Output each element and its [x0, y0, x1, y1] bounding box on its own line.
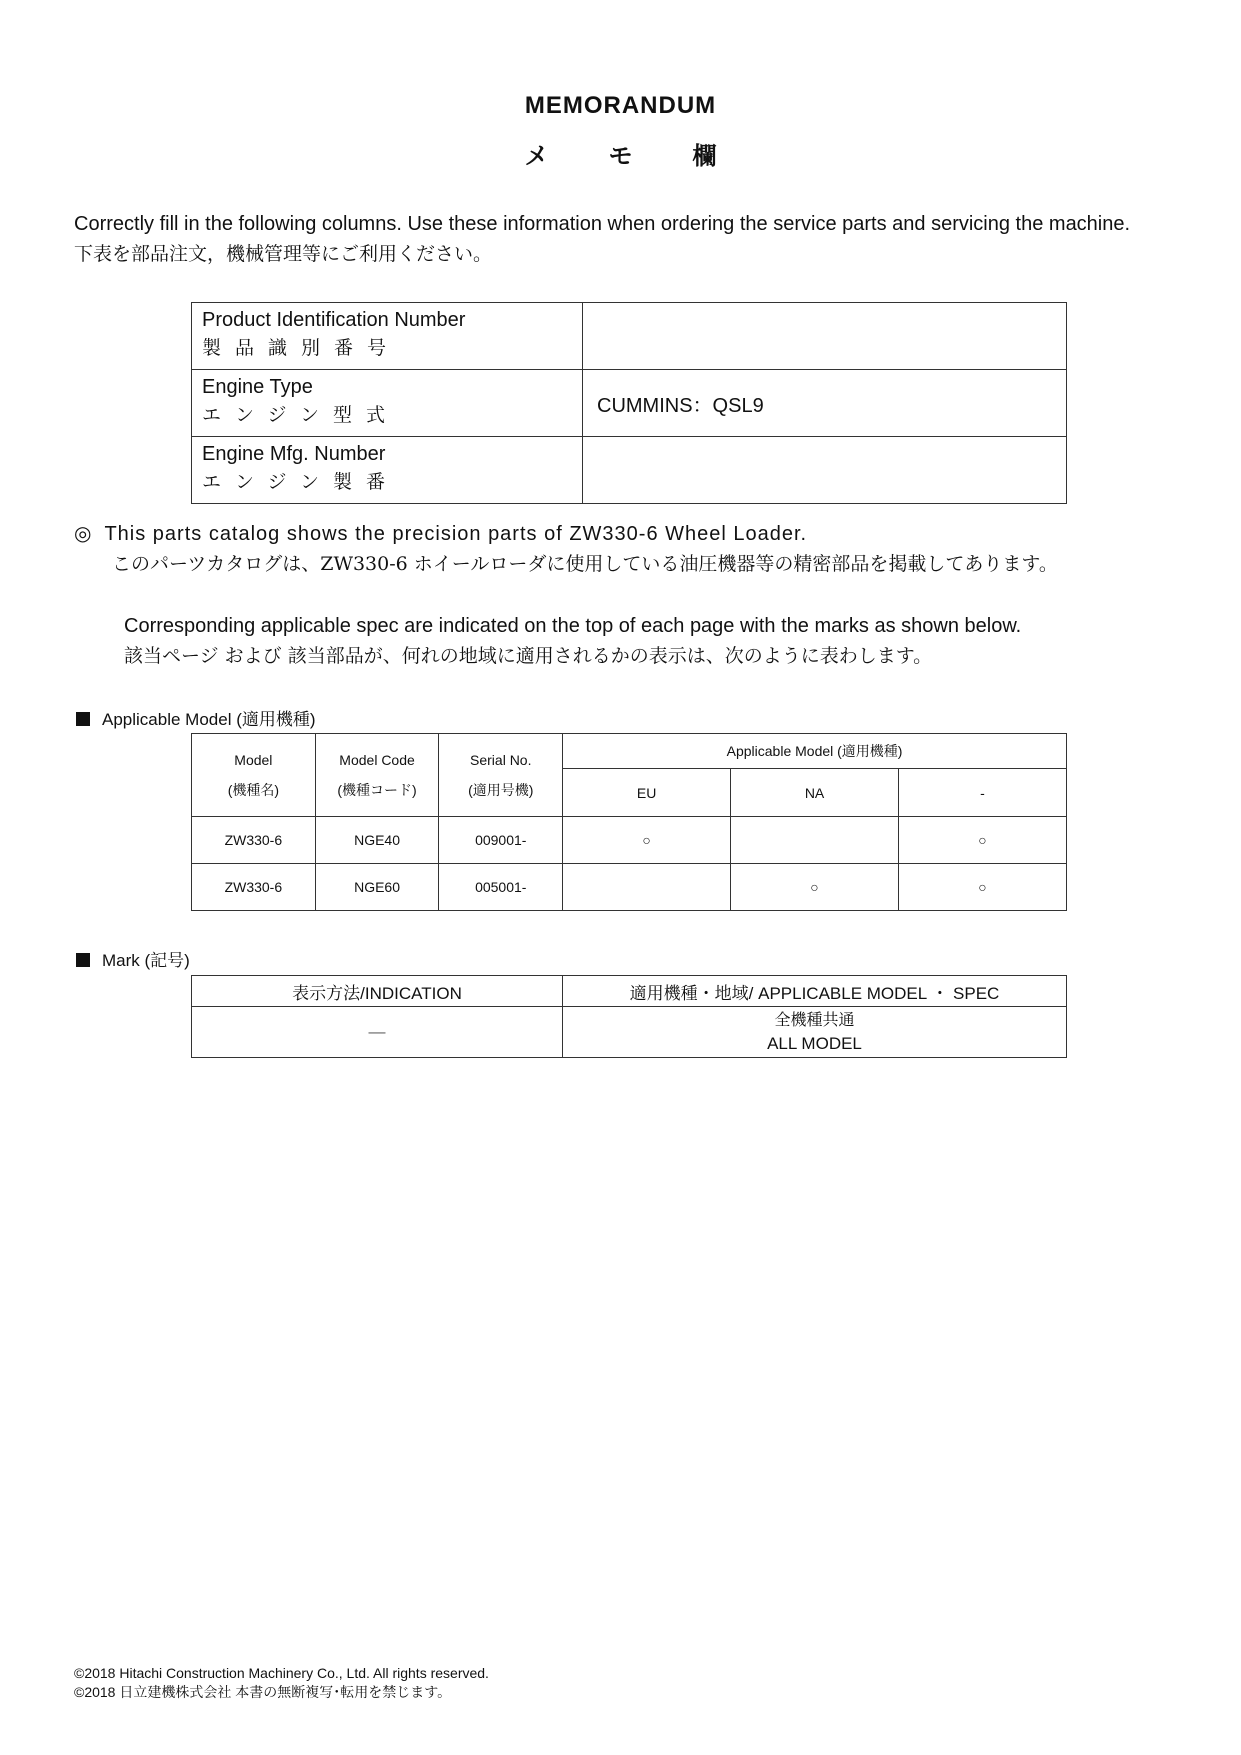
- col-applicable-spec-header: 適用機種・地域/ APPLICABLE MODEL ・ SPEC: [563, 976, 1067, 1007]
- memo-info-table: [191, 302, 1067, 504]
- cell-mark: [731, 817, 899, 864]
- region-header: EU: [563, 769, 731, 817]
- col-indication-header: 表示方法/INDICATION: [192, 976, 563, 1007]
- applicable-model-table: [191, 733, 1067, 911]
- spec-note-jp: 該当ページ および 該当部品が、何れの地域に適用されるかの表示は、次のように表わします。: [124, 645, 933, 667]
- col-code-label-jp: (機種コード): [337, 782, 417, 798]
- spec-note-en: Corresponding applicable spec are indicated on the top of each page with the marks as shown below.: [124, 615, 1022, 637]
- mark-desc-en: ALL MODEL: [767, 1034, 862, 1053]
- col-code-header: [315, 734, 439, 817]
- double-circle-icon: ◎: [74, 523, 93, 545]
- col-model-header: [192, 734, 316, 817]
- page-title: MEMORANDUM: [524, 92, 717, 119]
- footer-copyright: ©2018 Hitachi Construction Machinery Co., Ltd. All rights reserved.: [74, 1665, 489, 1681]
- title-jp-char: メ: [524, 143, 549, 170]
- table-row: [192, 303, 1067, 370]
- cell-serial: 009001-: [439, 817, 563, 864]
- footer-copyright-jp: ©2018 日立建機株式会社 本書の無断複写･転用を禁じます。: [74, 1684, 452, 1700]
- info-label-en: Engine Type: [202, 376, 313, 398]
- mark-desc-jp: 全機種共通: [774, 1010, 855, 1029]
- cell-code: NGE60: [315, 864, 439, 911]
- catalog-note-text: This parts catalog shows the precision parts of ZW330-6 Wheel Loader.: [104, 523, 808, 545]
- info-value-field[interactable]: [583, 437, 1067, 504]
- page-title-jp: [0, 136, 1241, 171]
- info-value-field[interactable]: [583, 303, 1067, 370]
- region-header: NA: [731, 769, 899, 817]
- table-row: [192, 864, 1067, 911]
- col-code-label: Model Code: [339, 752, 415, 768]
- cell-mark: [563, 864, 731, 911]
- col-model-label-jp: (機種名): [227, 782, 280, 798]
- title-jp-char: 欄: [692, 143, 717, 170]
- table-header-row: [192, 734, 1067, 769]
- info-label-cell: [192, 370, 583, 437]
- info-label-jp: エンジン型式: [202, 404, 400, 426]
- cell-mark: ○: [731, 864, 899, 911]
- info-label-jp: 製品識別番号: [202, 337, 401, 359]
- col-serial-label-jp: (適用号機): [468, 782, 534, 798]
- col-model-label: Model: [234, 752, 273, 768]
- table-row: [192, 437, 1067, 504]
- col-serial-header: [439, 734, 563, 817]
- region-header: -: [899, 769, 1067, 817]
- mark-table: [191, 975, 1067, 1058]
- square-bullet-icon: [76, 953, 90, 967]
- table-row: [192, 1007, 1067, 1058]
- intro-en: Correctly fill in the following columns. Use these information when ordering the service parts and servicing the machine.: [74, 213, 1131, 235]
- catalog-note-jp: このパーツカタログは、ZW330-6 ホイールローダに使用している油圧機器等の精密部品を掲載してあります。: [112, 553, 1058, 575]
- cell-serial: 005001-: [439, 864, 563, 911]
- applicable-model-heading-text: Applicable Model (適用機種): [102, 710, 316, 729]
- mark-heading: [76, 946, 190, 971]
- info-label-en: Product Identification Number: [202, 309, 466, 331]
- cell-mark: ○: [899, 817, 1067, 864]
- mark-heading-text: Mark (記号): [102, 951, 190, 970]
- cell-mark-indication: —: [192, 1007, 563, 1058]
- cell-mark: ○: [563, 817, 731, 864]
- table-header-row: [192, 976, 1067, 1007]
- info-label-cell: [192, 303, 583, 370]
- cell-code: NGE40: [315, 817, 439, 864]
- info-value-field[interactable]: CUMMINS：QSL9: [583, 370, 1067, 437]
- info-label-en: Engine Mfg. Number: [202, 443, 386, 465]
- cell-model: ZW330-6: [192, 817, 316, 864]
- cell-mark: ○: [899, 864, 1067, 911]
- cell-model: ZW330-6: [192, 864, 316, 911]
- cell-mark-description: [563, 1007, 1067, 1058]
- col-applicable-header: Applicable Model (適用機種): [563, 734, 1067, 769]
- table-row: [192, 370, 1067, 437]
- title-jp-char: モ: [608, 143, 633, 170]
- catalog-note-en: [74, 520, 807, 549]
- intro-jp: 下表を部品注文，機械管理等にご利用ください。: [74, 243, 493, 265]
- square-bullet-icon: [76, 712, 90, 726]
- info-label-jp: エンジン製番: [202, 471, 400, 493]
- col-serial-label: Serial No.: [470, 752, 532, 768]
- applicable-model-heading: [76, 705, 316, 730]
- table-row: [192, 817, 1067, 864]
- info-label-cell: [192, 437, 583, 504]
